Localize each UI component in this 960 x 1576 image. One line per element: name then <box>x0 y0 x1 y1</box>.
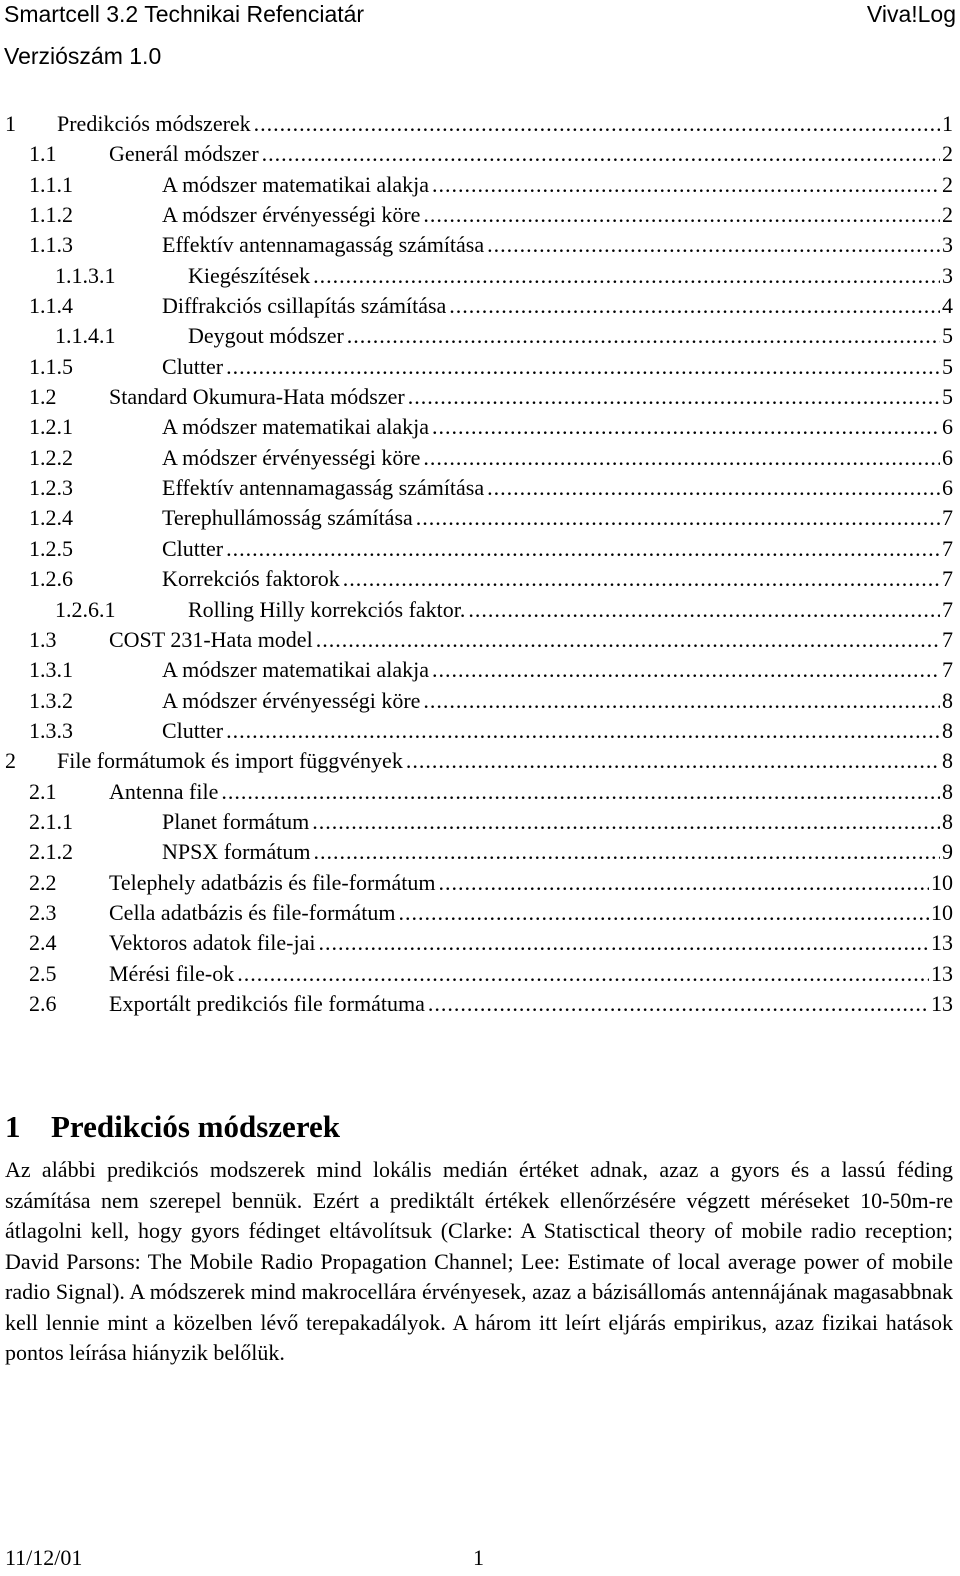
toc-entry-page: 13 <box>931 990 953 1016</box>
toc-entry[interactable] <box>5 534 953 564</box>
toc-entry-page: 8 <box>942 687 953 713</box>
toc-entry[interactable] <box>5 261 953 291</box>
footer-page-number: 1 <box>473 1545 484 1570</box>
toc-entry-number: 1.1.4.1 <box>55 323 116 349</box>
toc-entry-title: Mérési file-ok <box>109 960 235 986</box>
toc-entry[interactable] <box>5 807 953 837</box>
footer-date: 11/12/01 <box>5 1545 83 1570</box>
toc-entry-title: Cella adatbázis és file-formátum <box>109 899 396 925</box>
section-heading <box>5 1107 340 1147</box>
toc-entry-number: 1.3.1 <box>29 657 73 683</box>
section-title: Predikciós módszerek <box>51 1109 341 1144</box>
toc-entry-page: 10 <box>931 899 953 925</box>
toc-dot-leader <box>423 443 940 473</box>
toc-entry-title: COST 231-Hata model <box>109 626 313 652</box>
toc-dot-leader <box>221 777 940 807</box>
toc-dot-leader <box>313 261 940 291</box>
toc-entry[interactable] <box>5 989 953 1019</box>
toc-entry-number: 2.2 <box>29 869 57 895</box>
toc-entry-number: 1.1.3 <box>29 232 73 258</box>
toc-entry-number: 1.2.3 <box>29 475 73 501</box>
toc-entry-page: 7 <box>942 566 953 592</box>
toc-entry[interactable] <box>5 230 953 260</box>
toc-entry-title: Clutter <box>162 717 224 743</box>
toc-entry-page: 5 <box>942 323 953 349</box>
toc-dot-leader <box>487 230 940 260</box>
toc-entry[interactable] <box>5 321 953 351</box>
toc-entry-number: 1.1.1 <box>29 171 73 197</box>
toc-dot-leader <box>416 503 940 533</box>
toc-entry-title: Predikciós módszerek <box>57 111 251 136</box>
toc-entry-title: Effektív antennamagasság számítása <box>162 475 485 501</box>
toc-entry[interactable] <box>5 625 953 655</box>
toc-entry-page: 7 <box>942 535 953 561</box>
toc-dot-leader <box>399 898 930 928</box>
toc-entry-number: 1.1 <box>29 141 57 167</box>
toc-entry-page: 5 <box>942 384 953 410</box>
toc-entry-title: Rolling Hilly korrekciós faktor. <box>188 596 466 622</box>
toc-entry-title: Kiegészítések <box>188 262 311 288</box>
toc-entry-page: 13 <box>931 960 953 986</box>
toc-entry-page: 3 <box>942 232 953 258</box>
toc-entry-title: Planet formátum <box>162 808 310 834</box>
toc-entry[interactable] <box>5 412 953 442</box>
toc-entry[interactable] <box>5 473 953 503</box>
toc-entry-title: A módszer érvényességi köre <box>162 202 421 228</box>
brand-name: Viva!Log <box>866 1 956 27</box>
toc-entry-page: 3 <box>942 262 953 288</box>
toc-entry-page: 10 <box>931 869 953 895</box>
toc-entry-title: A módszer érvényességi köre <box>162 687 421 713</box>
toc-entry-number: 2 <box>5 748 16 774</box>
toc-entry[interactable] <box>5 564 953 594</box>
toc-dot-leader <box>226 352 940 382</box>
toc-entry-page: 1 <box>942 111 953 136</box>
toc-entry-page: 13 <box>931 930 953 956</box>
toc-entry-title: Generál módszer <box>109 141 259 167</box>
toc-entry[interactable] <box>5 928 953 958</box>
toc-entry[interactable] <box>5 170 953 200</box>
toc-entry-number: 1.2.1 <box>29 414 73 440</box>
toc-entry-number: 1.2.5 <box>29 535 73 561</box>
toc-entry-title: A módszer matematikai alakja <box>162 414 429 440</box>
toc-dot-leader <box>312 807 940 837</box>
toc-dot-leader <box>449 291 940 321</box>
toc-entry-title: A módszer matematikai alakja <box>162 171 429 197</box>
toc-entry[interactable] <box>5 503 953 533</box>
toc-dot-leader <box>468 595 940 625</box>
toc-entry-page: 6 <box>942 414 953 440</box>
toc-entry-title: Exportált predikciós file formátuma <box>109 990 425 1016</box>
toc-entry-number: 1.1.5 <box>29 353 73 379</box>
toc-entry-number: 2.5 <box>29 960 57 986</box>
toc-entry-number: 2.4 <box>29 930 57 956</box>
toc-entry-number: 1.2.6.1 <box>55 596 116 622</box>
toc-entry-page: 7 <box>942 626 953 652</box>
toc-entry-number: 2.3 <box>29 899 57 925</box>
toc-entry-number: 1.2.4 <box>29 505 73 531</box>
toc-entry-number: 1 <box>5 111 16 136</box>
toc-dot-leader <box>432 412 940 442</box>
toc-entry-number: 1.3.2 <box>29 687 73 713</box>
toc-entry-title: Clutter <box>162 353 224 379</box>
toc-entry[interactable] <box>5 382 953 412</box>
toc-dot-leader <box>439 868 930 898</box>
toc-dot-leader <box>226 716 940 746</box>
toc-entry-number: 2.1 <box>29 778 57 804</box>
toc-dot-leader <box>423 200 940 230</box>
toc-entry[interactable] <box>5 686 953 716</box>
toc-entry-title: Clutter <box>162 535 224 561</box>
toc-entry-title: Diffrakciós csillapítás számítása <box>162 293 447 319</box>
toc-dot-leader <box>319 928 930 958</box>
toc-entry-number: 2.6 <box>29 990 57 1016</box>
toc-entry-page: 7 <box>942 596 953 622</box>
toc-dot-leader <box>254 109 940 139</box>
toc-entry-number: 2.1.2 <box>29 839 73 865</box>
toc-entry-title: Terephullámosság számítása <box>162 505 413 531</box>
toc-entry-number: 1.1.2 <box>29 202 73 228</box>
toc-dot-leader <box>347 321 940 351</box>
toc-entry[interactable] <box>5 868 953 898</box>
toc-entry-page: 6 <box>942 475 953 501</box>
version-line <box>4 42 956 70</box>
toc-dot-leader <box>406 746 940 776</box>
toc-dot-leader <box>408 382 940 412</box>
table-of-contents <box>5 109 953 1019</box>
toc-entry-page: 7 <box>942 657 953 683</box>
toc-dot-leader <box>314 837 941 867</box>
document-header <box>4 0 956 28</box>
toc-entry[interactable] <box>5 109 953 139</box>
toc-entry[interactable] <box>5 716 953 746</box>
toc-entry-number: 1.2.6 <box>29 566 73 592</box>
toc-entry[interactable] <box>5 291 953 321</box>
toc-entry[interactable] <box>5 746 953 776</box>
toc-dot-leader <box>428 989 929 1019</box>
toc-entry-title: Antenna file <box>109 778 219 804</box>
toc-entry-page: 2 <box>942 141 953 167</box>
toc-entry-title: Vektoros adatok file-jai <box>109 930 316 956</box>
toc-entry[interactable] <box>5 777 953 807</box>
toc-entry[interactable] <box>5 352 953 382</box>
toc-entry-title: Telephely adatbázis és file-formátum <box>109 869 436 895</box>
toc-entry-title: A módszer érvényességi köre <box>162 444 421 470</box>
page-footer <box>5 1543 953 1573</box>
toc-dot-leader <box>487 473 940 503</box>
toc-entry-page: 8 <box>942 808 953 834</box>
section-number: 1 <box>5 1109 21 1144</box>
toc-entry-page: 8 <box>942 717 953 743</box>
toc-dot-leader <box>237 959 929 989</box>
toc-entry[interactable] <box>5 655 953 685</box>
toc-entry-number: 1.2.2 <box>29 444 73 470</box>
toc-entry-number: 1.1.4 <box>29 293 73 319</box>
toc-dot-leader <box>432 170 940 200</box>
toc-entry-page: 5 <box>942 353 953 379</box>
toc-dot-leader <box>226 534 940 564</box>
toc-entry[interactable] <box>5 959 953 989</box>
toc-dot-leader <box>343 564 940 594</box>
section-body: Az alábbi predikciós modszerek mind lokális medián értéket adnak, azaz a gyors és a lassú féding számítása nem szerepel bennük. Ezért a prediktált értékek ellenőrzésére végzett méréseket 10-50m-re átlagolni kell, hogy gyors fédinget eltávolítsuk (Clarke: A Statisctical theory of mobile radio reception; David Parsons: The Mobile Radio Propagation Channel; Lee: Estimate of local average power of mobile radio Signal). A módszerek mind makrocellára érvényesek, azaz a bázisállomás antennájának magasabbnak kell lennie mint a közelben lévő terepakadályok. A három itt leírt eljárás empirikus, azaz fizikai hatások pontos leírása hiányzik belőlük. <box>5 1157 953 1365</box>
toc-entry-page: 7 <box>942 505 953 531</box>
toc-entry-title: NPSX formátum <box>162 839 311 865</box>
toc-entry-page: 2 <box>942 202 953 228</box>
toc-entry-page: 4 <box>942 293 953 319</box>
toc-entry-number: 1.3 <box>29 626 57 652</box>
toc-dot-leader <box>432 655 940 685</box>
toc-entry-number: 2.1.1 <box>29 808 73 834</box>
toc-entry-title: Deygout módszer <box>188 323 344 349</box>
toc-dot-leader <box>262 139 940 169</box>
toc-entry-number: 1.1.3.1 <box>55 262 116 288</box>
toc-entry[interactable] <box>5 898 953 928</box>
toc-entry-page: 8 <box>942 748 953 774</box>
toc-entry-number: 1.3.3 <box>29 717 73 743</box>
toc-entry-page: 6 <box>942 444 953 470</box>
toc-entry-page: 9 <box>942 839 953 865</box>
toc-entry-title: File formátumok és import függvények <box>57 748 403 774</box>
toc-entry-page: 2 <box>942 171 953 197</box>
document-title: Smartcell 3.2 Technikai Refenciatár <box>4 1 365 27</box>
version-label: Verziószám 1.0 <box>4 43 162 69</box>
toc-dot-leader <box>423 686 940 716</box>
toc-entry-title: A módszer matematikai alakja <box>162 657 429 683</box>
toc-entry-title: Standard Okumura-Hata módszer <box>109 384 405 410</box>
toc-dot-leader <box>316 625 940 655</box>
toc-entry[interactable] <box>5 443 953 473</box>
toc-entry[interactable] <box>5 837 953 867</box>
toc-entry-number: 1.2 <box>29 384 57 410</box>
toc-entry-title: Effektív antennamagasság számítása <box>162 232 485 258</box>
toc-entry[interactable] <box>5 200 953 230</box>
toc-entry[interactable] <box>5 595 953 625</box>
toc-entry-title: Korrekciós faktorok <box>162 566 340 592</box>
toc-entry[interactable] <box>5 139 953 169</box>
toc-entry-page: 8 <box>942 778 953 804</box>
